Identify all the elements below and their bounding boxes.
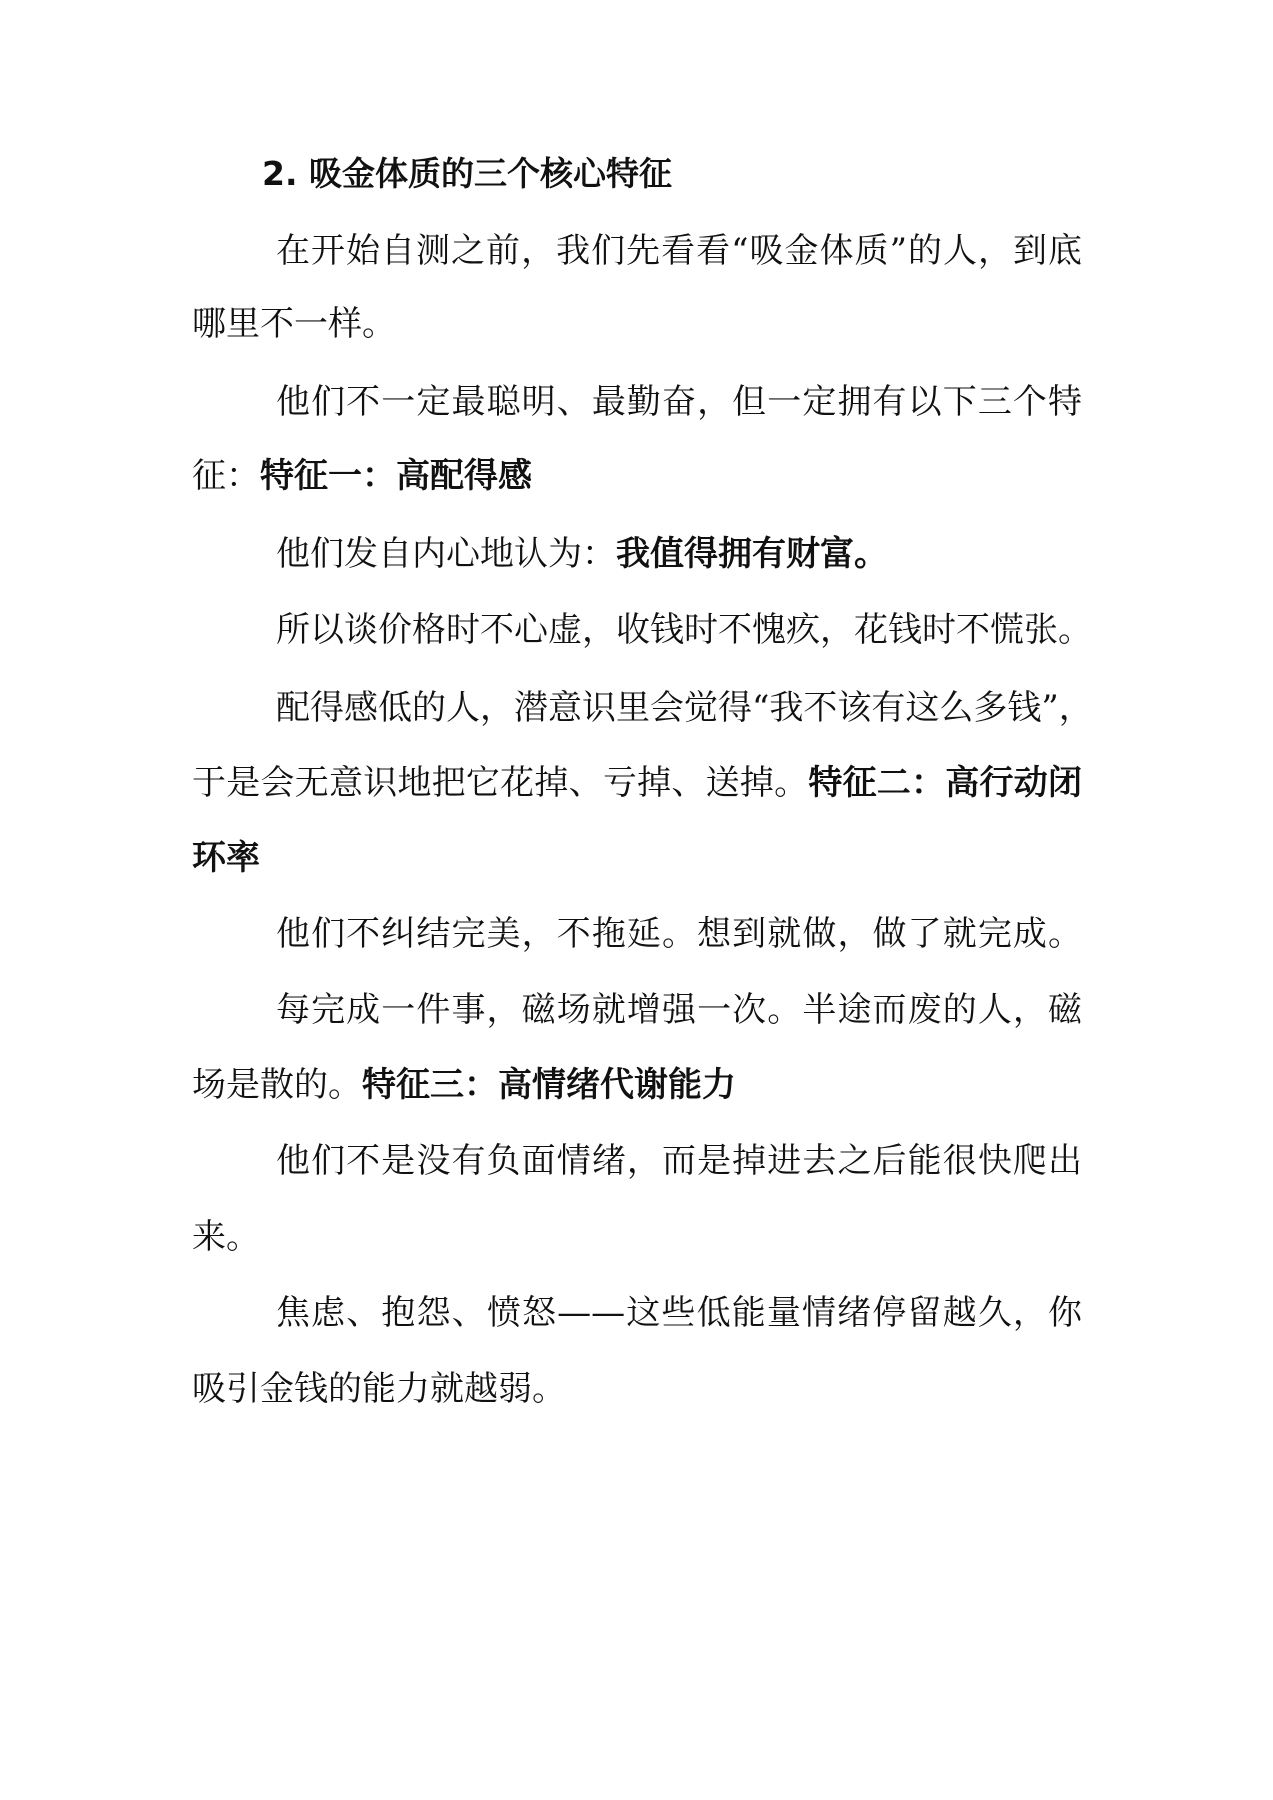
paragraph-6-line-1: 他们不纠结完美，不拖延。想到就做，做了就完成。 bbox=[276, 914, 1082, 954]
paragraph-8-line-1: 他们不是没有负面情绪，而是掉进去之后能很快爬出 bbox=[276, 1141, 1082, 1181]
paragraph-8-line-2: 来。 bbox=[192, 1217, 260, 1257]
feature-three-heading: 特征三：高情绪代谢能力 bbox=[362, 1065, 736, 1105]
paragraph-3 bbox=[192, 534, 1082, 574]
feature-two-heading: 特征二：高行动闭 bbox=[808, 763, 1083, 803]
feature-one-heading: 特征一：高配得感 bbox=[260, 456, 532, 496]
feature-two-heading-continued: 环率 bbox=[192, 838, 260, 878]
paragraph-5-line-2 bbox=[192, 763, 1082, 803]
paragraph-9-line-1: 焦虑、抱怨、愤怒——这些低能量情绪停留越久，你 bbox=[276, 1293, 1082, 1333]
paragraph-9-line-2: 吸引金钱的能力就越弱。 bbox=[192, 1369, 566, 1409]
paragraph-4-line-1: 所以谈价格时不心虚，收钱时不愧疚，花钱时不慌张。 bbox=[276, 610, 1092, 650]
paragraph-2-line-2 bbox=[192, 456, 1082, 496]
paragraph-7-text: 场是散的。 bbox=[192, 1065, 362, 1105]
paragraph-5-text: 于是会无意识地把它花掉、亏掉、送掉。 bbox=[192, 763, 809, 803]
paragraph-3-text: 他们发自内心地认为： bbox=[276, 534, 616, 574]
paragraph-7-line-1: 每完成一件事，磁场就增强一次。半途而废的人，磁 bbox=[276, 990, 1082, 1030]
paragraph-5-line-1: 配得感低的人，潜意识里会觉得“我不该有这么多钱”， bbox=[276, 688, 1093, 728]
paragraph-intro-line-2: 哪里不一样。 bbox=[192, 304, 396, 344]
paragraph-intro-line-1: 在开始自测之前，我们先看看“吸金体质”的人，到底 bbox=[276, 231, 1082, 271]
paragraph-2-line-1: 他们不一定最聪明、最勤奋，但一定拥有以下三个特 bbox=[276, 382, 1082, 422]
paragraph-3-emphasis: 我值得拥有财富。 bbox=[616, 534, 888, 574]
section-heading: 2. 吸金体质的三个核心特征 bbox=[262, 154, 672, 193]
paragraph-2-text: 征： bbox=[192, 456, 260, 496]
paragraph-7-line-2 bbox=[192, 1065, 1082, 1105]
